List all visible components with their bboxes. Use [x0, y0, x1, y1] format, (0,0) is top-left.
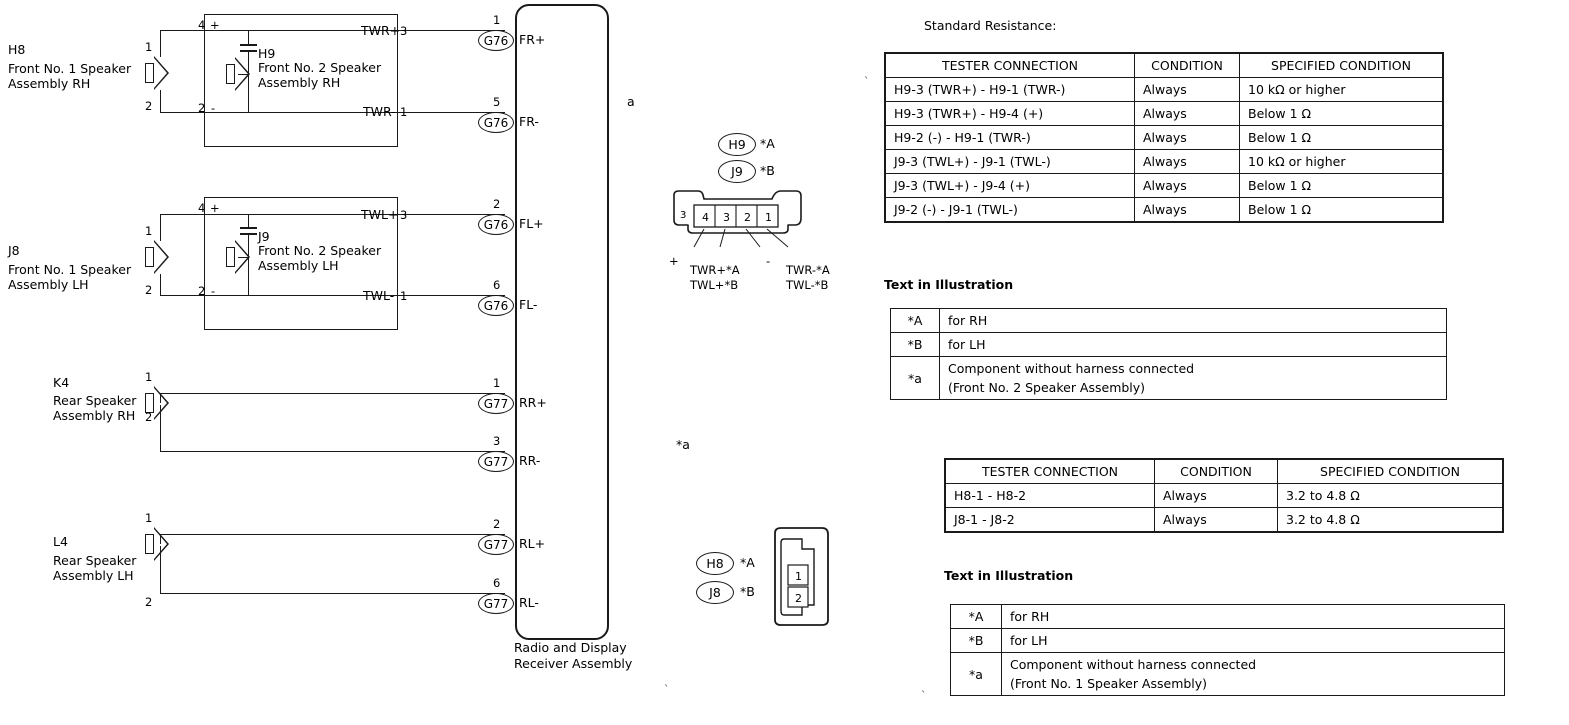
speaker-k4-pin-top: 1 — [145, 370, 153, 384]
table-row — [885, 198, 1443, 223]
speaker-h8-line2: Assembly RH — [8, 76, 91, 91]
speaker-h8-pin-top: 1 — [145, 40, 153, 54]
illus1-r1-key: *B — [891, 333, 940, 357]
terminal-connector-4: G77 — [478, 393, 514, 414]
terminal-label-2: FL+ — [519, 216, 544, 231]
note-a-mid: *a — [676, 437, 690, 452]
terminal-label-0: FR+ — [519, 32, 546, 47]
table1-r4-c2: Below 1 Ω — [1240, 174, 1444, 198]
j9-line2: Assembly LH — [258, 258, 339, 273]
connector-bottom-pill-a: H8 — [696, 552, 734, 575]
table-row — [951, 605, 1505, 629]
terminal-label-5: RR- — [519, 453, 541, 468]
illus2-r2-val — [1002, 653, 1505, 696]
h9-signal-top-pin: 3 — [400, 24, 408, 38]
illus1-r0-val: for RH — [940, 309, 1447, 333]
speaker-symbol-j8 — [145, 240, 171, 274]
table2-r0-c2: 3.2 to 4.8 Ω — [1278, 484, 1504, 508]
table-row — [885, 174, 1443, 198]
connector-top-ref-b: *B — [760, 163, 775, 178]
table1-r2-c1: Always — [1135, 126, 1240, 150]
terminal-label-3: FL- — [519, 297, 538, 312]
j9-left-top-sign: + — [210, 201, 220, 215]
speaker-h8-pin-bottom: 2 — [145, 99, 153, 113]
terminal-label-7: RL- — [519, 595, 539, 610]
connector-top-plus-sign: + — [669, 254, 679, 268]
illus1-r2-line1: Component without harness connected — [948, 361, 1195, 376]
table1-r2-c2: Below 1 Ω — [1240, 126, 1444, 150]
terminal-pin-5: 3 — [493, 434, 501, 448]
table1-r3-c2: 10 kΩ or higher — [1240, 150, 1444, 174]
speaker-k4-line2: Assembly RH — [53, 408, 136, 423]
terminal-pin-0: 1 — [493, 13, 501, 27]
h9-left-top-pin: 4 — [198, 18, 206, 32]
table2-r0-c0: H8-1 - H8-2 — [945, 484, 1155, 508]
connector-bottom-pill-b: J8 — [696, 581, 734, 604]
illus2-r1-val: for LH — [1002, 629, 1505, 653]
terminal-pin-2: 2 — [493, 197, 501, 211]
illus2-r0-key: *A — [951, 605, 1002, 629]
illus1-r0-key: *A — [891, 309, 940, 333]
terminal-pin-4: 1 — [493, 376, 501, 390]
speaker-j8-pin-top: 1 — [145, 224, 153, 238]
illus2-r2-key: *a — [951, 653, 1002, 696]
table-row-header — [885, 53, 1443, 78]
illus1-r2-line2: (Front No. 2 Speaker Assembly) — [948, 380, 1146, 395]
connector-top-label-left-2: TWL+*B — [690, 278, 739, 292]
standard-resistance-heading: Standard Resistance: — [924, 18, 1057, 33]
j9-left-bottom-pin: 2 — [198, 284, 206, 298]
table1-r5-c0: J9-2 (-) - J9-1 (TWL-) — [885, 198, 1135, 223]
speaker-k4-code: K4 — [53, 375, 70, 390]
table1-r3-c0: J9-3 (TWL+) - J9-1 (TWL-) — [885, 150, 1135, 174]
h9-left-bottom-pin: 2 — [198, 101, 206, 115]
terminal-connector-1: G76 — [478, 112, 514, 133]
terminal-pin-3: 6 — [493, 278, 501, 292]
speaker-h8-code: H8 — [8, 42, 26, 57]
svg-text:2: 2 — [744, 211, 751, 224]
connector-top-label-right-2: TWL-*B — [786, 278, 829, 292]
j9-left-top-pin: 4 — [198, 201, 206, 215]
table1-r2-c0: H9-2 (-) - H9-1 (TWR-) — [885, 126, 1135, 150]
speaker-l4-line1: Rear Speaker — [53, 553, 137, 568]
speaker-k4-pin-bottom: 2 — [145, 410, 153, 424]
table-row — [885, 150, 1443, 174]
table2-r0-c1: Always — [1155, 484, 1278, 508]
connector-top-pill-a: H9 — [718, 133, 756, 156]
svg-text:1: 1 — [795, 570, 802, 583]
illus2-r2-line1: Component without harness connected — [1010, 657, 1257, 672]
table-row — [951, 653, 1505, 696]
tick-mark-3: ` — [921, 690, 927, 702]
table1-r0-c1: Always — [1135, 78, 1240, 102]
table-row — [945, 508, 1503, 533]
table-row — [885, 126, 1443, 150]
table-row — [945, 484, 1503, 508]
svg-text:1: 1 — [765, 211, 772, 224]
speaker-j8-line1: Front No. 1 Speaker — [8, 262, 132, 277]
table-row — [951, 629, 1505, 653]
h9-signal-bottom: TWR- — [363, 104, 396, 119]
h9-signal-bottom-pin: 1 — [400, 105, 408, 119]
svg-text:3: 3 — [680, 210, 687, 221]
table1-r1-c2: Below 1 Ω — [1240, 102, 1444, 126]
table2-r1-c2: 3.2 to 4.8 Ω — [1278, 508, 1504, 533]
connector-top-ref-a: *A — [760, 136, 775, 151]
illustration-table-2 — [950, 604, 1505, 696]
h9-line2: Assembly RH — [258, 75, 341, 90]
terminal-pin-6: 2 — [493, 517, 501, 531]
connector-top-pill-b: J9 — [718, 160, 756, 183]
connector-face-top-drawing — [668, 185, 808, 250]
table2-header-2: SPECIFIED CONDITION — [1278, 459, 1504, 484]
table1-r0-c0: H9-3 (TWR+) - H9-1 (TWR-) — [885, 78, 1135, 102]
connector-top-label-left-1: TWR+*A — [690, 263, 740, 277]
tick-mark-2: ` — [664, 684, 670, 696]
h9-left-bottom-sign: - — [211, 101, 216, 115]
table-row — [891, 333, 1447, 357]
terminal-pin-1: 5 — [493, 95, 501, 109]
table-row — [885, 78, 1443, 102]
j9-signal-top: TWL+ — [361, 207, 399, 222]
table2-r1-c1: Always — [1155, 508, 1278, 533]
terminal-connector-2: G76 — [478, 214, 514, 235]
terminal-connector-6: G77 — [478, 534, 514, 555]
text-in-illustration-heading-1: Text in Illustration — [884, 277, 1014, 292]
connector-bottom-ref-a: *A — [740, 555, 755, 570]
table1-header-1: CONDITION — [1135, 53, 1240, 78]
connector-bottom-ref-b: *B — [740, 584, 755, 599]
h9-line1: Front No. 2 Speaker — [258, 60, 382, 75]
speaker-l4-line2: Assembly LH — [53, 568, 134, 583]
h9-left-top-sign: + — [210, 18, 220, 32]
table-row — [891, 357, 1447, 400]
table1-r1-c0: H9-3 (TWR+) - H9-4 (+) — [885, 102, 1135, 126]
terminal-pin-7: 6 — [493, 576, 501, 590]
table1-header-2: SPECIFIED CONDITION — [1240, 53, 1444, 78]
speaker-l4-code: L4 — [53, 534, 68, 549]
speaker-l4-pin-top: 1 — [145, 511, 153, 525]
illus1-r1-val: for LH — [940, 333, 1447, 357]
table2-header-0: TESTER CONNECTION — [945, 459, 1155, 484]
svg-text:2: 2 — [795, 592, 802, 605]
svg-text:3: 3 — [723, 211, 730, 224]
svg-text:4: 4 — [702, 211, 709, 224]
terminal-connector-3: G76 — [478, 295, 514, 316]
table2-r1-c0: J8-1 - J8-2 — [945, 508, 1155, 533]
table1-r5-c2: Below 1 Ω — [1240, 198, 1444, 223]
note-a-top: a — [627, 94, 635, 109]
speaker-h8-line1: Front No. 1 Speaker — [8, 61, 132, 76]
illustration-table-1 — [890, 308, 1447, 400]
terminal-label-4: RR+ — [519, 395, 547, 410]
terminal-connector-5: G77 — [478, 451, 514, 472]
speaker-symbol-h8 — [145, 56, 171, 90]
connector-top-minus-sign: - — [766, 254, 771, 268]
table1-header-0: TESTER CONNECTION — [885, 53, 1135, 78]
illus1-r2-key: *a — [891, 357, 940, 400]
speaker-symbol-l4 — [145, 527, 171, 561]
table2-header-1: CONDITION — [1155, 459, 1278, 484]
terminal-connector-7: G77 — [478, 593, 514, 614]
terminal-label-6: RL+ — [519, 536, 546, 551]
connector-top-label-right-1: TWR-*A — [786, 263, 830, 277]
table1-r4-c1: Always — [1135, 174, 1240, 198]
receiver-caption-line2: Receiver Assembly — [514, 656, 633, 671]
illus2-r2-line2: (Front No. 1 Speaker Assembly) — [1010, 676, 1208, 691]
illus2-r0-val: for RH — [1002, 605, 1505, 629]
table-row — [885, 102, 1443, 126]
speaker-j8-pin-bottom: 2 — [145, 283, 153, 297]
connector-face-bottom-drawing — [770, 525, 834, 629]
j9-code: J9 — [258, 229, 270, 244]
h9-signal-top: TWR+ — [361, 23, 401, 38]
j9-line1: Front No. 2 Speaker — [258, 243, 382, 258]
j9-left-bottom-sign: - — [211, 284, 216, 298]
table1-r0-c2: 10 kΩ or higher — [1240, 78, 1444, 102]
table-row-header — [945, 459, 1503, 484]
table1-r4-c0: J9-3 (TWL+) - J9-4 (+) — [885, 174, 1135, 198]
h9-code: H9 — [258, 46, 276, 61]
text-in-illustration-heading-2: Text in Illustration — [944, 568, 1074, 583]
spec-table-1 — [884, 52, 1444, 223]
illus1-r2-val — [940, 357, 1447, 400]
spec-table-2 — [944, 458, 1504, 533]
table-row — [891, 309, 1447, 333]
table1-r5-c1: Always — [1135, 198, 1240, 223]
speaker-l4-pin-bottom: 2 — [145, 595, 153, 609]
terminal-label-1: FR- — [519, 114, 539, 129]
speaker-j8-line2: Assembly LH — [8, 277, 89, 292]
terminal-connector-0: G76 — [478, 30, 514, 51]
j9-signal-bottom-pin: 1 — [400, 289, 408, 303]
illus2-r1-key: *B — [951, 629, 1002, 653]
speaker-j8-code: J8 — [8, 243, 20, 258]
table1-r3-c1: Always — [1135, 150, 1240, 174]
j9-signal-top-pin: 3 — [400, 208, 408, 222]
receiver-caption-line1: Radio and Display — [514, 640, 627, 655]
tick-mark-1: ` — [864, 76, 870, 88]
table1-r1-c1: Always — [1135, 102, 1240, 126]
speaker-k4-line1: Rear Speaker — [53, 393, 137, 408]
j9-signal-bottom: TWL- — [363, 288, 395, 303]
